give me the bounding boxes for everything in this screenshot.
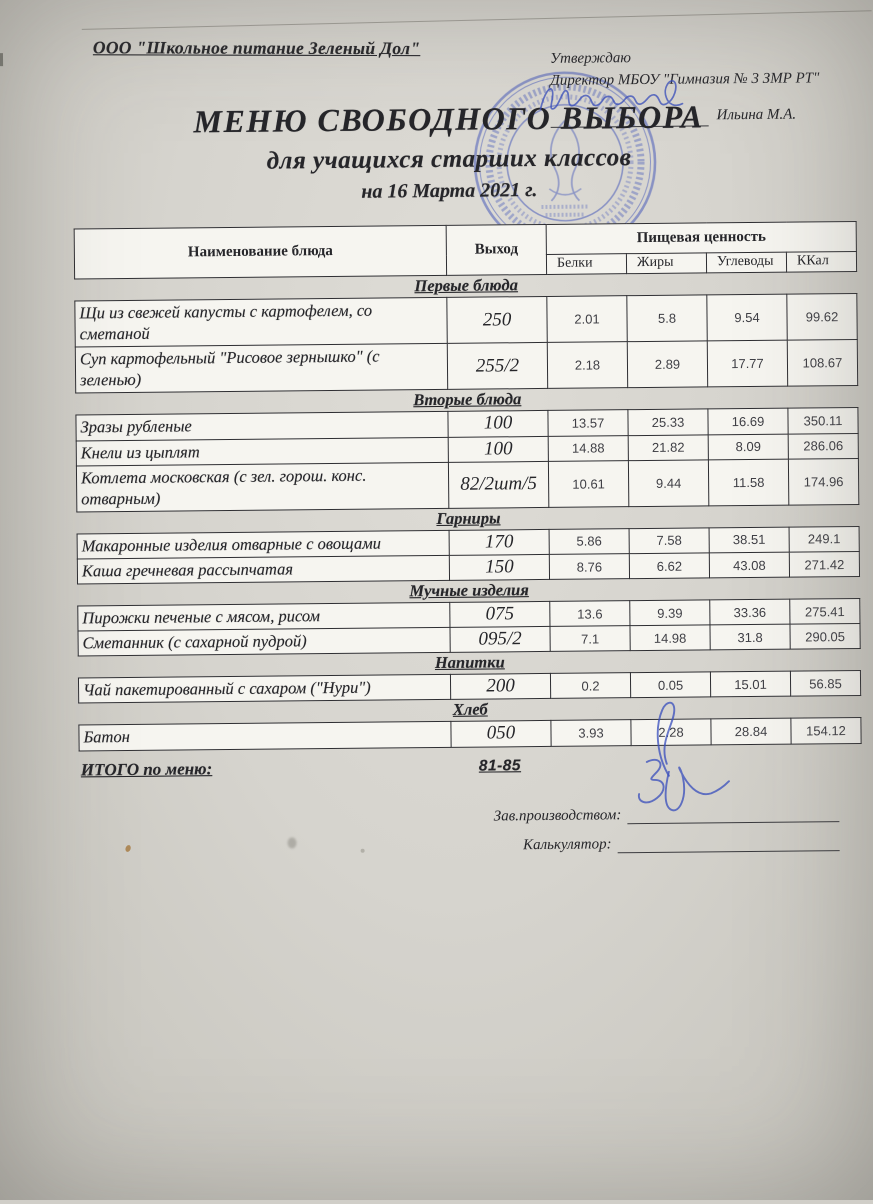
dish-kcal-cell: 275.41 xyxy=(790,599,860,625)
menu-subtitle: для учащихся старших классов xyxy=(266,144,632,175)
dish-fat-cell: 7.58 xyxy=(629,528,709,554)
dish-yield-cell: 095/2 xyxy=(450,627,550,653)
dish-name-cell: Зразы рубленые xyxy=(76,412,448,441)
dish-protein-cell: 7.1 xyxy=(550,626,630,652)
dish-carbs-cell: 43.08 xyxy=(709,552,789,578)
dish-protein-cell: 0.2 xyxy=(550,673,630,699)
dish-name-cell: Сметанник (с сахарной пудрой) xyxy=(78,628,450,657)
calculator-row xyxy=(80,834,840,858)
dish-protein-cell: 5.86 xyxy=(549,529,629,555)
total-label: ИТОГО по меню: xyxy=(80,758,213,779)
dish-yield-cell: 075 xyxy=(450,602,550,628)
col-header-dish-name: Наименование блюда xyxy=(74,225,446,279)
dish-yield-cell: 170 xyxy=(449,529,549,555)
dish-carbs-cell: 11.58 xyxy=(708,459,788,506)
dish-carbs-cell: 17.77 xyxy=(707,340,787,387)
title-block xyxy=(0,98,873,208)
menu-section-table xyxy=(74,293,858,394)
dish-kcal-cell: 286.06 xyxy=(788,433,858,459)
menu-table-area xyxy=(74,221,864,858)
dish-fat-cell: 21.82 xyxy=(628,434,708,460)
dish-row xyxy=(75,340,857,394)
dish-row xyxy=(79,718,861,751)
dish-yield-cell: 255/2 xyxy=(447,343,547,390)
dish-kcal-cell: 154.12 xyxy=(791,718,861,744)
dish-row xyxy=(76,458,858,512)
menu-date: на 16 Марта 2021 г. xyxy=(361,179,538,203)
dish-fat-cell: 0.05 xyxy=(630,672,710,698)
section-title: Первые блюда xyxy=(414,275,519,296)
menu-title: МЕНЮ СВОБОДНОГО ВЫБОРА xyxy=(193,98,704,140)
menu-section-table xyxy=(75,407,859,512)
col-header-nutrition: Пищевая ценность xyxy=(546,221,856,254)
dish-name-cell: Кнели из цыплят xyxy=(76,437,448,466)
dish-protein-cell: 3.93 xyxy=(551,720,631,746)
section-title: Вторые блюда xyxy=(413,389,522,410)
dish-yield-cell: 100 xyxy=(448,411,548,437)
dish-name-cell: Щи из свежей капусты с картофелем, со сметаной xyxy=(75,297,447,347)
dish-fat-cell: 2.28 xyxy=(631,719,711,745)
dish-fat-cell: 9.39 xyxy=(630,600,710,626)
dish-carbs-cell: 9.54 xyxy=(707,294,787,341)
total-row xyxy=(79,752,863,782)
dish-kcal-cell: 271.42 xyxy=(789,551,859,577)
dish-kcal-cell: 99.62 xyxy=(787,293,857,340)
calculator-signature-ink xyxy=(625,753,736,823)
director-name: Ильина М.А. xyxy=(716,106,797,123)
dish-row xyxy=(75,293,857,347)
dish-kcal-cell: 249.1 xyxy=(789,526,859,552)
menu-header-table xyxy=(74,221,857,280)
section-title: Хлеб xyxy=(452,699,488,720)
dish-kcal-cell: 56.85 xyxy=(790,671,860,697)
dish-carbs-cell: 28.84 xyxy=(711,719,791,745)
dish-fat-cell: 14.98 xyxy=(630,625,710,651)
dish-yield-cell: 200 xyxy=(450,674,550,700)
dish-carbs-cell: 8.09 xyxy=(708,434,788,460)
dish-name-cell: Макаронные изделия отварные с овощами xyxy=(77,530,449,559)
dish-name-cell: Батон xyxy=(79,722,451,751)
dish-yield-cell: 250 xyxy=(447,296,547,343)
dish-protein-cell: 14.88 xyxy=(548,435,628,461)
director-title: Директор МБОУ "Гимназия № 3 ЗМР РТ" xyxy=(550,70,820,89)
dish-yield-cell: 82/2шт/5 xyxy=(448,461,548,508)
dish-fat-cell: 5.8 xyxy=(627,295,707,342)
dish-name-cell: Чай пакетированный с сахаром ("Нури") xyxy=(78,675,450,704)
production-manager-label: Зав.производством: xyxy=(493,806,622,825)
dish-name-cell: Котлета московская (с зел. горош. конс. отварным) xyxy=(76,462,448,512)
paper-edge-line xyxy=(82,10,872,30)
section-title: Гарниры xyxy=(436,508,501,528)
dish-protein-cell: 13.6 xyxy=(550,601,630,627)
dish-fat-cell: 6.62 xyxy=(629,553,709,579)
dish-protein-cell: 13.57 xyxy=(548,410,628,436)
col-header-fat: Жиры xyxy=(626,253,706,274)
dish-protein-cell: 2.01 xyxy=(547,296,627,343)
dish-carbs-cell: 16.69 xyxy=(708,409,788,435)
total-value: 81-85 xyxy=(478,756,522,775)
dish-fat-cell: 2.89 xyxy=(627,341,707,388)
dish-kcal-cell: 290.05 xyxy=(790,624,860,650)
dish-protein-cell: 2.18 xyxy=(547,342,627,389)
menu-section-table xyxy=(77,598,860,657)
director-signature-ink xyxy=(536,73,696,122)
calculator-label: Калькулятор: xyxy=(523,835,612,853)
menu-section-table xyxy=(77,526,860,585)
dish-fat-cell: 25.33 xyxy=(628,409,708,435)
col-header-carbs: Углеводы xyxy=(706,252,786,273)
dish-carbs-cell: 33.36 xyxy=(710,599,790,625)
dish-yield-cell: 050 xyxy=(451,721,551,747)
dish-name-cell: Суп картофельный "Рисовое зернышко" (с зеленью) xyxy=(75,344,447,394)
dish-kcal-cell: 174.96 xyxy=(788,458,858,505)
dish-carbs-cell: 38.51 xyxy=(709,527,789,553)
scan-edge-mark xyxy=(0,53,3,66)
section-title: Мучные изделия xyxy=(409,580,529,601)
dish-kcal-cell: 108.67 xyxy=(787,340,857,387)
dish-yield-cell: 100 xyxy=(448,436,548,462)
dish-kcal-cell: 350.11 xyxy=(788,408,858,434)
organization-name: ООО "Школьное питание Зеленый Дол" xyxy=(92,37,421,59)
calculator-signature-line xyxy=(618,836,840,853)
approve-label: Утверждаю xyxy=(549,50,631,67)
dish-yield-cell: 150 xyxy=(449,554,549,580)
menu-sections xyxy=(74,273,862,751)
col-header-yield: Выход xyxy=(446,224,546,275)
dish-name-cell: Пирожки печеные с мясом, рисом xyxy=(78,602,450,631)
dish-protein-cell: 10.61 xyxy=(548,460,628,507)
dish-carbs-cell: 15.01 xyxy=(710,671,790,697)
section-title: Напитки xyxy=(434,652,505,673)
col-header-kcal: ККал xyxy=(786,251,856,272)
dish-name-cell: Каша гречневая рассыпчатая xyxy=(77,555,449,584)
dish-protein-cell: 8.76 xyxy=(549,554,629,580)
dish-carbs-cell: 31.8 xyxy=(710,624,790,650)
dish-fat-cell: 9.44 xyxy=(628,460,708,507)
col-header-protein: Белки xyxy=(546,254,626,275)
